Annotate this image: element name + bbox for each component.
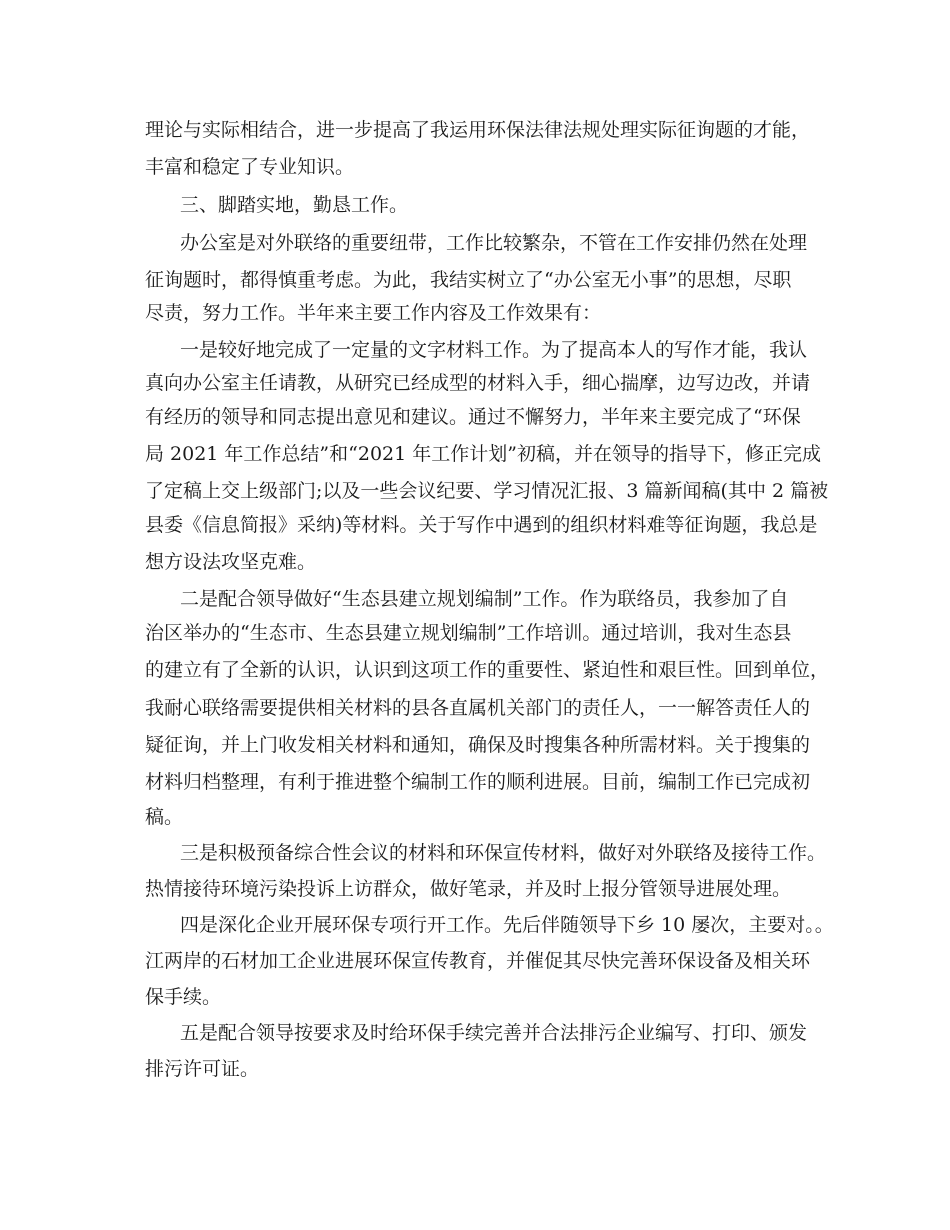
section-heading: 三、脚踏实地，勤恳工作。 [180,194,409,216]
text-line: 尽责，努力工作。半年来主要工作内容及工作效果有： [145,302,602,324]
text-line: 了定稿上交上级部门;以及一些会议纪要、学习情况汇报、3 篇新闻稿(其中 2 篇被 [145,480,829,502]
text-line: 一是较好地完成了一定量的文字材料工作。为了提高本人的写作才能，我认 [180,339,808,361]
text-line: 材料归档整理，有利于推进整个编制工作的顺利进展。目前，编制工作已完成初 [145,771,811,793]
text-line: 排污许可证。 [145,1058,260,1080]
text-line: 想方设法攻坚克难。 [145,551,317,573]
text-line: 征询题时，都得慎重考虑。为此，我结实树立了“办公室无小事”的思想，尽职 [145,269,792,291]
text-line: 保手续。 [145,986,222,1008]
text-line: 理论与实际相结合，进一步提高了我运用环保法律法规处理实际征询题的才能， [145,119,811,141]
text-line: 热情接待环境污染投诉上访群众，做好笔录，并及时上报分管领导进展处理。 [145,878,792,900]
text-line: 真向办公室主任请教，从研究已经成型的材料入手，细心揣摩，边写边改，并请 [145,372,811,394]
text-line: 办公室是对外联络的重要纽带，工作比较繁杂，不管在工作安排仍然在处理 [180,232,808,254]
text-line: 的建立有了全新的认识，认识到这项工作的重要性、紧迫性和艰巨性。回到单位， [145,659,830,681]
text-line: 疑征询，并上门收发相关材料和通知，确保及时搜集各种所需材料。关于搜集的 [145,734,811,756]
text-line: 有经历的领导和同志提出意见和建议。通过不懈努力，半年来主要完成了“环保 [145,406,801,428]
text-line: 丰富和稳定了专业知识。 [145,156,355,178]
text-line: 县委《信息简报》采纳)等材料。关于写作中遇到的组织材料难等征询题，我总是 [145,514,818,536]
text-line: 二是配合领导做好“生态县建立规划编制”工作。作为联络员，我参加了自 [180,588,789,610]
text-line: 稿。 [145,806,184,828]
text-line: 江两岸的石材加工企业进展环保宣传教育，并催促其尽快完善环保设备及相关环 [145,950,811,972]
text-line: 四是深化企业开展环保专项行开工作。先后伴随领导下乡 10 屡次，主要对。。 [180,914,834,936]
text-line: 我耐心联络需要提供相关材料的县各直属机关部门的责任人，一一解答责任人的 [145,697,811,719]
text-line: 局 2021 年工作总结”和“2021 年工作计划”初稿，并在领导的指导下，修正完成 [145,443,821,465]
text-line: 三是积极预备综合性会议的材料和环保宣传材料，做好对外联络及接待工作。 [180,842,827,864]
text-line: 治区举办的“生态市、生态县建立规划编制”工作培训。通过培训，我对生态县 [145,622,792,644]
text-line: 五是配合领导按要求及时给环保手续完善并合法排污企业编写、打印、颁发 [180,1022,808,1044]
